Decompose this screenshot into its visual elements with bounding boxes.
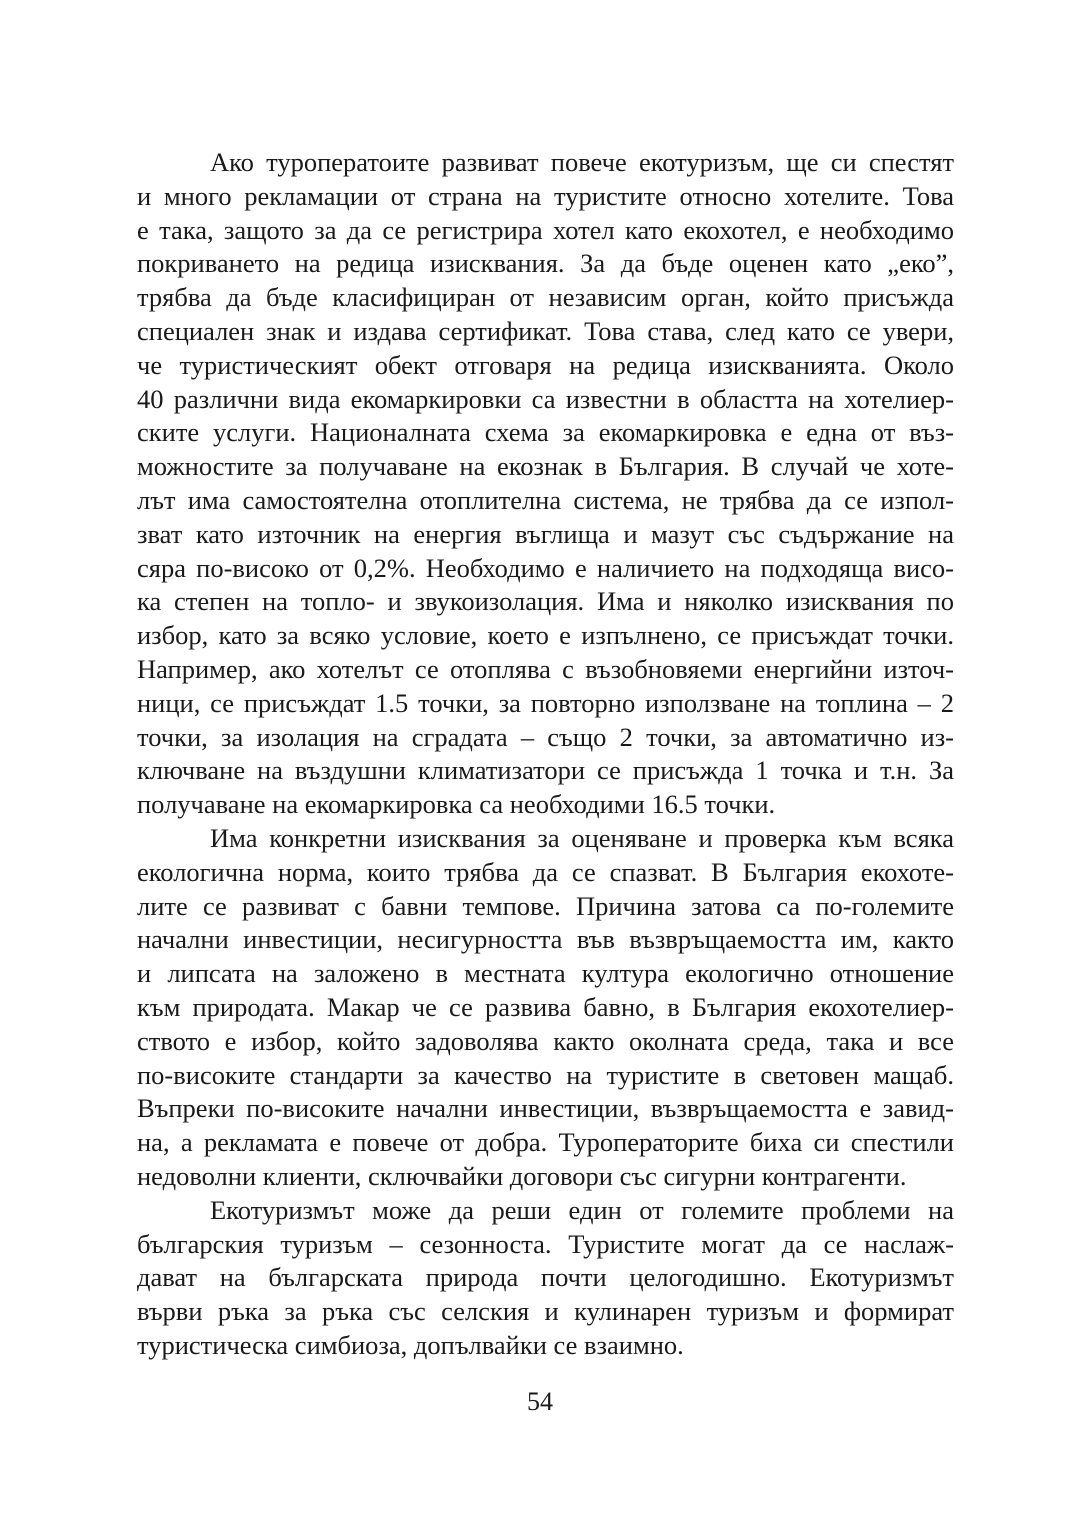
paragraph-1-line: и много рекламации от страна на туристите относно хотелите. Това (137, 180, 954, 211)
paragraph-2-line: Въпреки по-високите начални инвестиции, възвръщаемостта е завид- (137, 1093, 954, 1124)
paragraph-2-line: недоволни клиенти, сключвайки договори със сигурни контрагенти. (137, 1160, 907, 1191)
paragraph-1-line: че туристическият обект отговаря на редица изискванията. Около (137, 349, 954, 380)
paragraph-1-line: Ако туроператоите развиват повече екотуризъм, ще си спестят (210, 147, 954, 177)
paragraph-2-line: начални инвестиции, несигурността във възвръщаемостта им, както (137, 924, 954, 955)
paragraph-1-line: специален знак и издава сертификат. Това става, след като се увери, (137, 315, 954, 346)
paragraph-1-line: покриването на редица изисквания. За да бъде оценен като „еко”, (137, 248, 954, 279)
paragraph-3-line: туристическа симбиоза, допълвайки се взаимно. (137, 1329, 684, 1360)
paragraph-2-line: на, а рекламата е повече от добра. Туроператорите биха си спестили (137, 1127, 954, 1158)
paragraph-1-line: ключване на въздушни климатизатори се присъжда 1 точка и т.н. За (137, 755, 954, 786)
paragraph-2-line: и липсата на заложено в местната култура екологично отношение (137, 958, 954, 989)
paragraph-1-line: сяра по-високо от 0,2%. Необходимо е наличието на подходяща висо- (137, 552, 954, 583)
paragraph-1-line: можностите за получаване на екознак в България. В случай че хоте- (137, 451, 954, 482)
paragraph-1-line: зват като източник на енергия въглища и мазут със съдържание на (137, 518, 954, 549)
paragraph-3-line: Екотуризмът може да реши един от големите проблеми на (210, 1194, 954, 1225)
paragraph-2-line: към природата. Макар че се развива бавно, в България екохотелиер- (137, 991, 954, 1022)
paragraph-1-line: трябва да бъде класифициран от независим орган, който присъжда (137, 282, 954, 313)
paragraph-1-line: избор, като за всяко условие, което е изпълнено, се присъждат точки. (137, 620, 954, 651)
paragraph-1-line: ници, се присъждат 1.5 точки, за повторно използване на топлина – 2 (137, 687, 954, 718)
body-text (137, 146, 954, 1363)
paragraph-1-line: лът има самостоятелна отоплителна система, не трябва да се изпол- (137, 484, 954, 515)
paragraph-2-line: Има конкретни изисквания за оценяване и проверка към всяка (210, 822, 954, 853)
paragraph-1-line: ските услуги. Националната схема за екомаркировка е една от въз- (137, 417, 954, 448)
paragraph-3-line: дават на българската природа почти целогодишно. Екотуризмът (137, 1262, 954, 1293)
paragraph-1-line: точки, за изолация на сградата – също 2 точки, за автоматично из- (137, 721, 954, 752)
paragraph-2-line: ството е избор, който задоволява както околната среда, така и все (137, 1025, 954, 1056)
paragraph-1-line: Например, ако хотелът се отоплява с възобновяеми енергийни източ- (137, 653, 954, 684)
paragraph-1-line: е така, защото за да се регистрира хотел като екохотел, е необходимо (137, 214, 954, 245)
paragraph-1-line: получаване на екомаркировка са необходими 16.5 точки. (137, 789, 776, 820)
paragraph-1-line: 40 различни вида екомаркировки са известни в областта на хотелиер- (137, 383, 954, 414)
page-number: 54 (527, 1387, 553, 1416)
paragraph-3-line: върви ръка за ръка със селския и кулинарен туризъм и формират (137, 1296, 954, 1327)
paragraph-2-line: лите се развиват с бавни темпове. Причина затова са по-големите (137, 890, 954, 921)
paragraph-1-line: ка степен на топло- и звукоизолация. Има и няколко изисквания по (137, 586, 954, 617)
paragraph-3-line: българския туризъм – сезонноста. Туристите могат да се наслаж- (137, 1228, 954, 1259)
paragraph-2-line: по-високите стандарти за качество на туристите в световен мащаб. (137, 1059, 954, 1090)
paragraph-2-line: екологична норма, които трябва да се спазват. В България екохоте- (137, 856, 954, 887)
